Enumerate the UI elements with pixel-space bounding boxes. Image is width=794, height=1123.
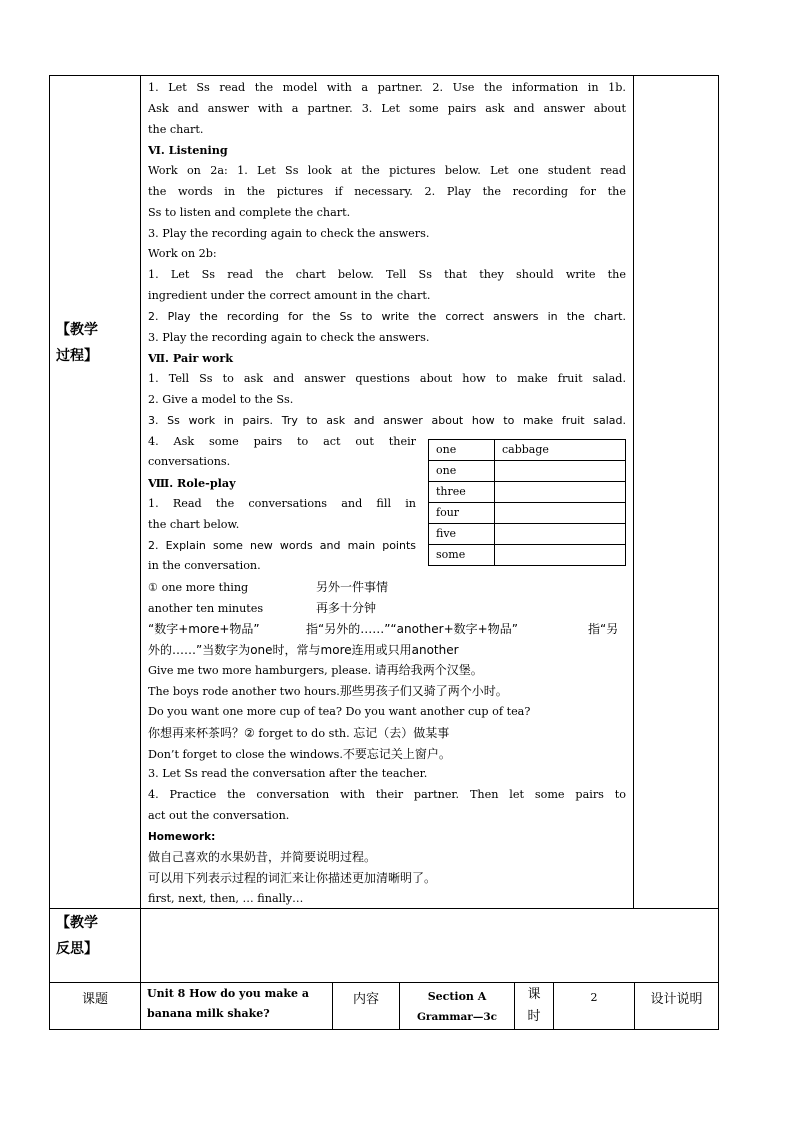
content-line: 3. Let Ss read the conversation after the teacher.	[148, 767, 428, 781]
period-label: 课 时	[527, 987, 541, 1024]
ingredient-cell	[495, 545, 626, 566]
content-line	[148, 598, 626, 619]
content-line: the words in the pictures if necessary. 2. Play the recording for the	[148, 184, 626, 198]
process-label	[56, 317, 98, 369]
content-line: ingredient under the correct amount in the chart.	[148, 288, 431, 302]
ingredient-cell	[495, 482, 626, 503]
table-row	[429, 461, 626, 482]
topic-label: 课题	[81, 991, 108, 1007]
content-line: 1. Read the conversations and fill in	[148, 496, 416, 510]
phrase-en: another ten minutes	[148, 601, 264, 615]
content-line: 3. Play the recording again to check the answers.	[148, 330, 430, 344]
content-line: Ss to listen and complete the chart.	[148, 205, 351, 219]
content-line	[148, 577, 626, 598]
homework-line: 可以用下列表示过程的词汇来让你描述更加清晰明了。	[148, 871, 437, 886]
reflection-label-line2: 反思】	[56, 941, 98, 957]
table-bottom-border	[49, 1029, 719, 1030]
content-line: The boys rode another two hours.那些男孩子们又骑了两个小时。	[148, 684, 508, 699]
content-line: Give me two more hamburgers, please. 请再给我两个汉堡。	[148, 663, 483, 678]
amount-cell: five	[429, 524, 495, 545]
section-heading-pair-work: Ⅶ. Pair work	[148, 351, 233, 366]
content-line: Work on 2b:	[148, 247, 217, 261]
notes-column-divider	[633, 75, 634, 909]
amount-cell: three	[429, 482, 495, 503]
phrase-zh: 再多十分钟	[316, 600, 377, 615]
table-right-border	[718, 75, 719, 1030]
table-row	[429, 440, 626, 461]
homework-line: first, next, then, … finally…	[148, 892, 304, 906]
period-value: 2	[590, 990, 598, 1004]
ingredient-cell	[495, 524, 626, 545]
process-label-line2: 过程】	[56, 348, 98, 364]
table-row	[429, 524, 626, 545]
reflection-label	[56, 910, 98, 962]
phrase-en: ① one more thing	[148, 581, 249, 595]
content-line: 你想再来杯茶吗？② forget to do sth. 忘记（去）做某事	[148, 725, 450, 740]
label-column-divider	[140, 75, 141, 1030]
content-line: conversations.	[148, 455, 231, 469]
content-line: Do you want one more cup of tea? Do you want another cup of tea?	[148, 704, 531, 718]
content-line: 4. Practice the conversation with their partner. Then let some pairs to	[148, 788, 626, 802]
content-line: 1. Tell Ss to ask and answer questions about how to make fruit salad.	[148, 372, 626, 386]
content-line: 1. Let Ss read the chart below. Tell Ss that they should write the	[148, 268, 626, 282]
content-line: 3. Ss work in pairs. Try to ask and answer about how to make fruit salad.	[148, 413, 626, 427]
content-line: “数字+more+物品” 指“另外的……”“another+数字+物品” 指“另	[148, 621, 619, 636]
table-row	[429, 545, 626, 566]
content-line: 3. Play the recording again to check the answers.	[148, 226, 430, 240]
content-line: 2. Explain some new words and main points	[148, 538, 416, 552]
content-label: 内容	[352, 991, 379, 1007]
homework-line: 做自己喜欢的水果奶昔，并简要说明过程。	[148, 850, 377, 865]
content-line: 4. Ask some pairs to act out their	[148, 434, 416, 448]
amount-cell: four	[429, 503, 495, 524]
content-line: 外的……”当数字为one时，常与more连用或只用another	[148, 642, 459, 657]
ingredient-chart	[428, 439, 626, 566]
process-label-line1: 【教学	[56, 322, 98, 338]
content-line: the chart.	[148, 122, 204, 136]
amount-cell: some	[429, 545, 495, 566]
content-line: 2. Give a model to the Ss.	[148, 392, 294, 406]
ingredient-cell	[495, 503, 626, 524]
content-line: 2. Play the recording for the Ss to write the correct answers in the chart.	[148, 309, 626, 323]
homework-heading: Homework:	[148, 830, 216, 843]
design-notes-label: 设计说明	[650, 991, 703, 1007]
section-value: Section A Grammar—3c	[416, 990, 498, 1023]
content-line: Ask and answer with a partner. 3. Let some pairs ask and answer about	[148, 101, 626, 115]
content-line: 1. Let Ss read the model with a partner. 2. Use the information in 1b.	[148, 81, 626, 94]
content-line: Work on 2a: 1. Let Ss look at the pictures below. Let one student read	[148, 164, 626, 178]
table-row	[429, 503, 626, 524]
ingredient-cell	[495, 461, 626, 482]
topic-value: Unit 8 How do you make a banana milk shake?	[147, 987, 309, 1020]
reflection-label-line1: 【教学	[56, 915, 98, 931]
table-top-border	[49, 75, 719, 76]
section-heading-listening: Ⅵ. Listening	[148, 143, 228, 158]
content-line: act out the conversation.	[148, 808, 290, 822]
amount-cell: one	[429, 440, 495, 461]
content-line: in the conversation.	[148, 559, 261, 573]
content-line: Don’t forget to close the windows.不要忘记关上窗户。	[148, 746, 451, 761]
ingredient-cell: cabbage	[495, 440, 626, 461]
section-heading-role-play: Ⅷ. Role-play	[148, 476, 236, 491]
phrase-zh: 另外一件事情	[316, 580, 389, 595]
content-line: the chart below.	[148, 517, 240, 531]
table-row	[429, 482, 626, 503]
table-left-border	[49, 75, 50, 1030]
amount-cell: one	[429, 461, 495, 482]
